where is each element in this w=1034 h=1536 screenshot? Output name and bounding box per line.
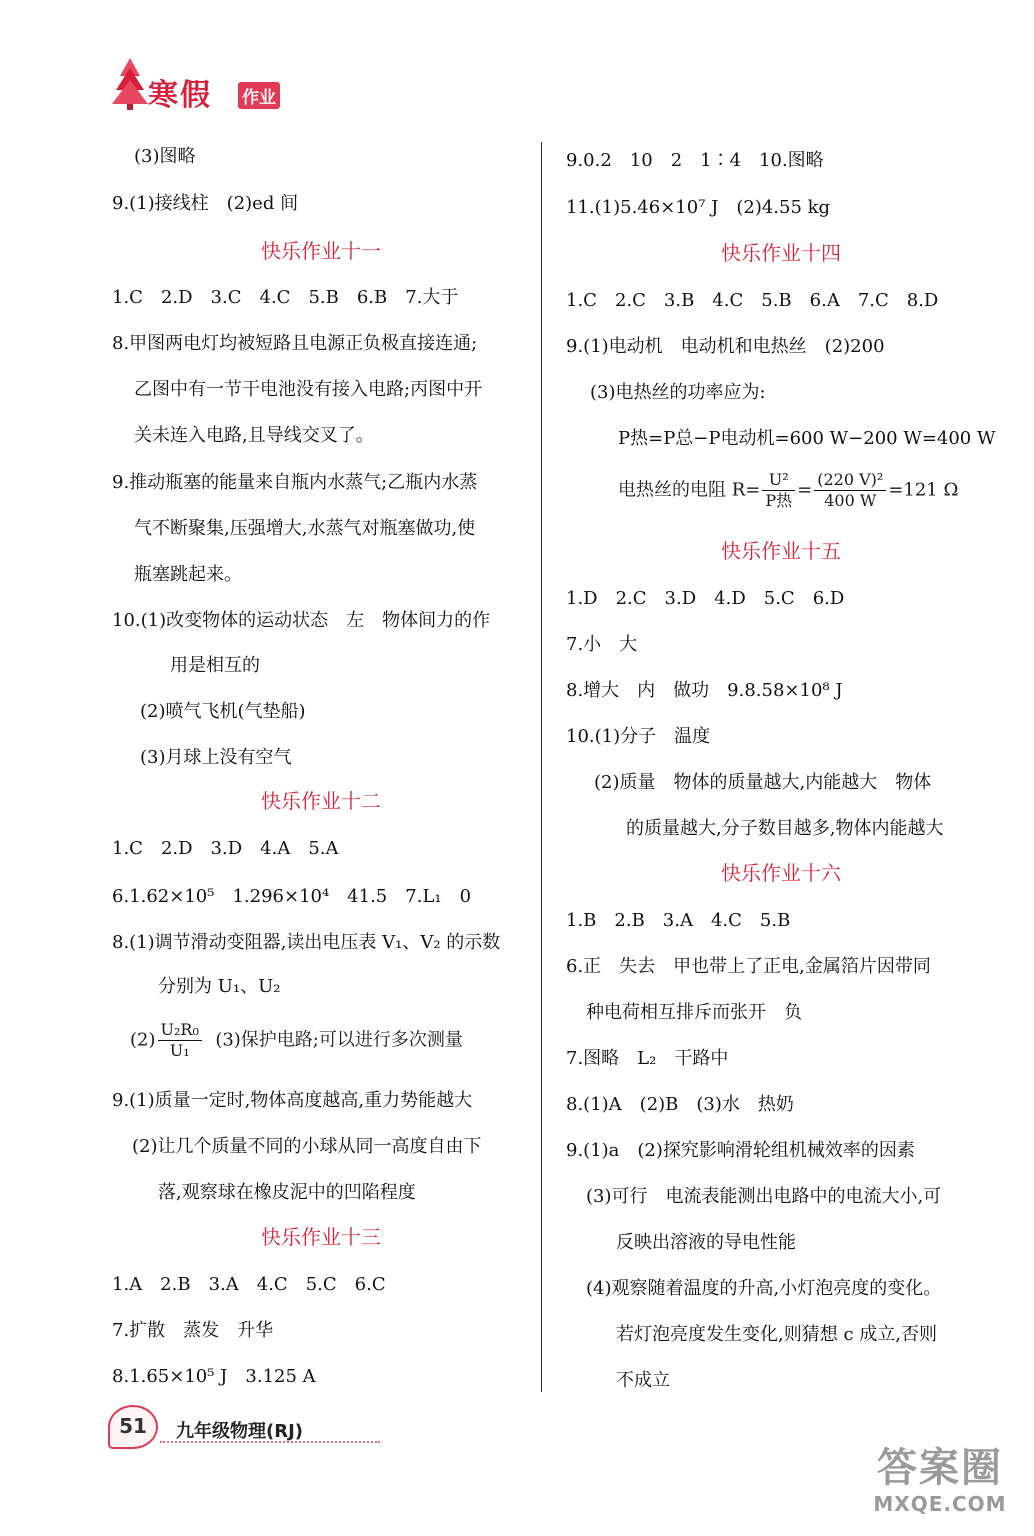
- answer-line: 1.D 2.C 3.D 4.D 5.C 6.D: [566, 588, 845, 609]
- page-number: 51: [108, 1405, 158, 1449]
- answer-line: 8.(1)调节滑动变阻器,读出电压表 V₁、V₂ 的示数: [112, 932, 501, 953]
- section-heading: 快乐作业十五: [721, 539, 841, 563]
- answer-line: 1.C 2.C 3.B 4.C 5.B 6.A 7.C 8.D: [566, 290, 939, 311]
- section-heading: 快乐作业十二: [261, 789, 381, 813]
- fraction-numerator: U²: [762, 470, 795, 491]
- formula-suffix: (3)保护电路;可以进行多次测量: [215, 1029, 463, 1051]
- answer-line: 6.正 失去 甲也带上了正电,金属箔片因带同: [566, 956, 931, 977]
- answer-line: 气不断聚集,压强增大,水蒸气对瓶塞做功,使: [134, 518, 476, 539]
- section-heading: 快乐作业十一: [261, 239, 381, 263]
- answer-line: (2)喷气飞机(气垫船): [140, 701, 306, 722]
- formula-prefix: (2): [130, 1029, 156, 1051]
- fraction: [158, 1020, 202, 1061]
- answer-line: 分别为 U₁、U₂: [158, 976, 281, 997]
- fraction-numerator: (220 V)²: [814, 470, 886, 491]
- answer-line: 若灯泡亮度发生变化,则猜想 c 成立,否则: [616, 1324, 937, 1345]
- book-title: 九年级物理(RJ): [176, 1421, 304, 1442]
- answer-line: (2)让几个质量不同的小球从同一高度自由下: [132, 1136, 482, 1157]
- answer-line: 10.(1)改变物体的运动状态 左 物体间力的作: [112, 610, 491, 631]
- fraction-denominator: P热: [765, 491, 793, 510]
- answer-line: 用是相互的: [170, 655, 260, 676]
- formula-line: [618, 470, 958, 511]
- fraction-denominator: 400 W: [824, 491, 877, 510]
- watermark: [860, 1444, 1020, 1526]
- answer-line: 的质量越大,分子数目越多,物体内能越大: [626, 818, 944, 839]
- formula-line: P热=P总−P电动机=600 W−200 W=400 W: [618, 428, 996, 449]
- answer-line: 8.增大 内 做功 9.8.58×10⁸ J: [566, 680, 843, 701]
- page-footer: [100, 1405, 400, 1455]
- answer-line: 9.(1)质量一定时,物体高度越高,重力势能越大: [112, 1090, 473, 1111]
- tree-icon: [112, 56, 148, 112]
- answer-line: 11.(1)5.46×10⁷ J (2)4.55 kg: [566, 197, 831, 218]
- answer-line: 9.(1)a (2)探究影响滑轮组机械效率的因素: [566, 1140, 915, 1161]
- answer-line: 瓶塞跳起来。: [134, 564, 242, 585]
- answer-line: (3)可行 电流表能测出电路中的电流大小,可: [586, 1186, 942, 1207]
- answer-line: (2)质量 物体的质量越大,内能越大 物体: [594, 772, 932, 793]
- section-heading: 快乐作业十三: [261, 1225, 381, 1249]
- footer-divider: [160, 1441, 380, 1443]
- answer-line: 1.C 2.D 3.D 4.A 5.A: [112, 838, 339, 859]
- formula-result: =121 Ω: [888, 479, 959, 501]
- header-logo: [112, 52, 312, 112]
- answer-line: 反映出溶液的导电性能: [616, 1232, 796, 1253]
- formula-line: [130, 1020, 463, 1061]
- answer-line: 不成立: [616, 1370, 670, 1391]
- answer-line: 10.(1)分子 温度: [566, 726, 711, 747]
- answer-line: 9.(1)电动机 电动机和电热丝 (2)200: [566, 336, 885, 357]
- section-heading: 快乐作业十六: [721, 861, 841, 885]
- logo-subtitle: 作业: [238, 82, 280, 109]
- fraction: [814, 470, 886, 511]
- answer-line: (4)观察随着温度的升高,小灯泡亮度的变化。: [586, 1278, 942, 1299]
- equals-sign: =: [797, 479, 813, 501]
- answer-line: 1.A 2.B 3.A 4.C 5.C 6.C: [112, 1274, 386, 1295]
- answer-line: 落,观察球在橡皮泥中的凹陷程度: [158, 1182, 416, 1203]
- column-divider: [541, 142, 542, 1392]
- logo-title: 寒假: [148, 78, 212, 113]
- answer-line: 8.甲图两电灯均被短路且电源正负极直接连通;: [112, 333, 478, 354]
- answer-line: 9.0.2 10 2 1∶4 10.图略: [566, 150, 824, 171]
- answer-line: 7.图略 L₂ 干路中: [566, 1048, 729, 1069]
- fraction-numerator: U₂R₀: [158, 1020, 202, 1041]
- answer-line: 1.B 2.B 3.A 4.C 5.B: [566, 910, 791, 931]
- answer-line: (3)图略: [134, 146, 196, 167]
- section-heading: 快乐作业十四: [721, 241, 841, 265]
- answer-line: (3)电热丝的功率应为:: [590, 382, 766, 403]
- watermark-url: MXQE.COM: [873, 1492, 1007, 1516]
- answer-line: 种电荷相互排斥而张开 负: [586, 1002, 802, 1023]
- answer-line: 7.小 大: [566, 634, 638, 655]
- formula-prefix: 电热丝的电阻 R=: [618, 479, 761, 501]
- answer-line: 8.(1)A (2)B (3)水 热奶: [566, 1094, 794, 1115]
- fraction-denominator: U₁: [169, 1041, 190, 1060]
- watermark-text: 答案圈: [877, 1445, 1003, 1491]
- answer-line: 关未连入电路,且导线交叉了。: [134, 425, 374, 446]
- fraction: [762, 470, 795, 511]
- answer-line: (3)月球上没有空气: [140, 747, 292, 768]
- answer-line: 乙图中有一节干电池没有接入电路;丙图中开: [134, 379, 483, 400]
- answer-line: 8.1.65×10⁵ J 3.125 A: [112, 1366, 316, 1387]
- answer-line: 9.(1)接线柱 (2)ed 间: [112, 193, 299, 214]
- answer-line: 9.推动瓶塞的能量来自瓶内水蒸气;乙瓶内水蒸: [112, 472, 478, 493]
- answer-line: 1.C 2.D 3.C 4.C 5.B 6.B 7.大于: [112, 287, 459, 308]
- answer-line: 7.扩散 蒸发 升华: [112, 1320, 274, 1341]
- answer-line: 6.1.62×10⁵ 1.296×10⁴ 41.5 7.L₁ 0: [112, 886, 472, 907]
